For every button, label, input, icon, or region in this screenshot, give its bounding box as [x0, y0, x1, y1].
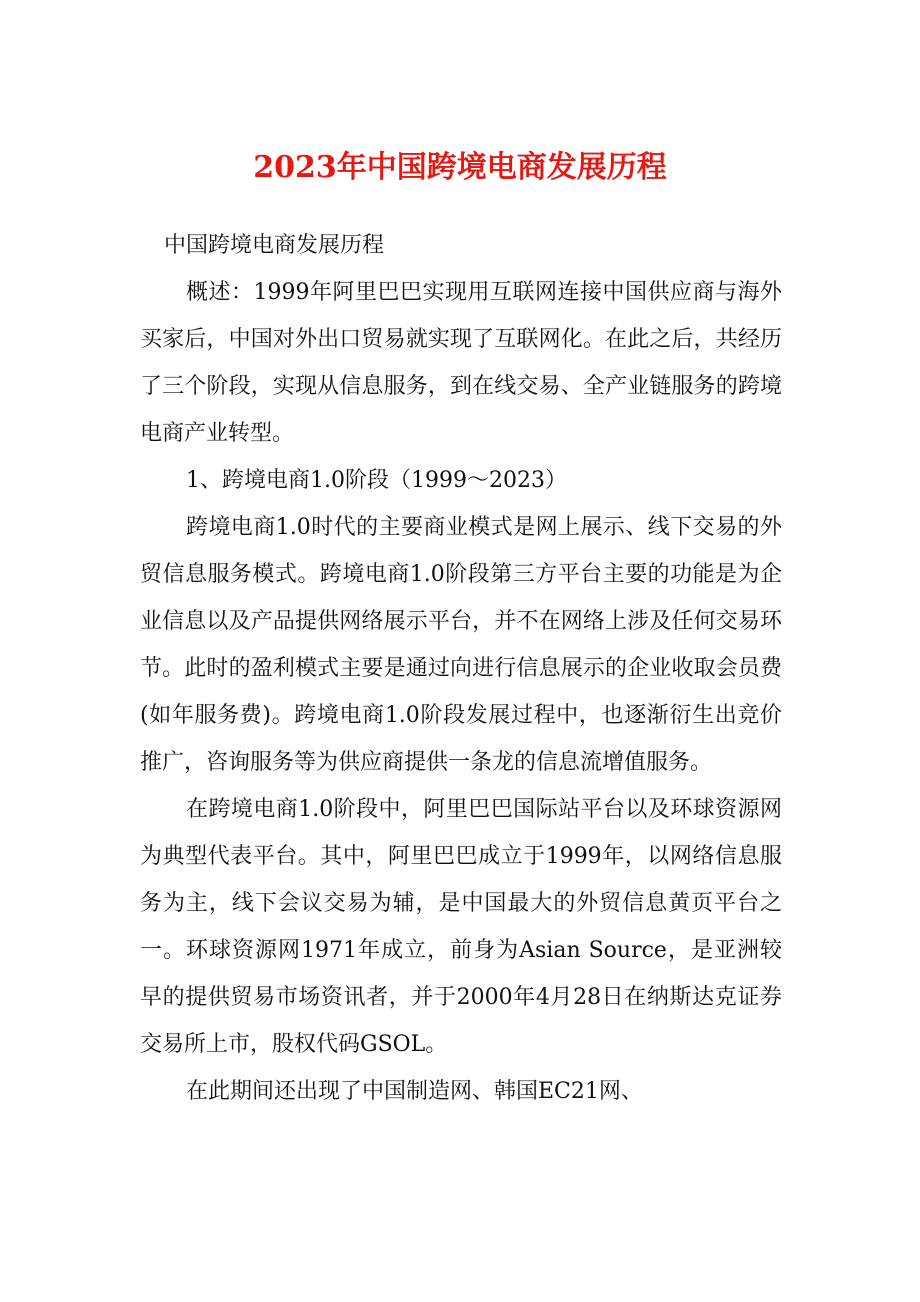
overview-paragraph: 概述：1999年阿里巴巴实现用互联网连接中国供应商与海外买家后，中国对外出口贸易就实现了互联网化。在此之后，共经历了三个阶段，实现从信息服务，到在线交易、全产业链服务的跨境电商产业转型。 [140, 280, 782, 446]
stage-heading: 1、跨境电商1.0阶段（1999～2023） [186, 468, 567, 493]
section-heading: 中国跨境电商发展历程 [164, 233, 385, 258]
document-body [140, 222, 782, 1115]
body-paragraph: 在此期间还出现了中国制造网、韩国EC21网、 [186, 1079, 643, 1104]
document-title: 2023年中国跨境电商发展历程 [253, 150, 667, 185]
body-paragraph: 在跨境电商1.0阶段中，阿里巴巴国际站平台以及环球资源网为典型代表平台。其中，阿里巴巴成立于1999年，以网络信息服务为主，线下会议交易为辅，是中国最大的外贸信息黄页平台之一。环球资源网1971年成立，前身为Asian Source，是亚洲较早的提供贸易市场资讯者，并于2000年4月28日在纳斯达克证券交易所上市，股权代码GSOL。 [140, 797, 782, 1057]
body-paragraph: 跨境电商1.0时代的主要商业模式是网上展示、线下交易的外贸信息服务模式。跨境电商1.0阶段第三方平台主要的功能是为企业信息以及产品提供网络展示平台，并不在网络上涉及任何交易环节。此时的盈利模式主要是通过向进行信息展示的企业收取会员费(如年服务费)。跨境电商1.0阶段发展过程中，也逐渐衍生出竞价推广，咨询服务等为供应商提供一条龙的信息流增值服务。 [140, 515, 782, 775]
